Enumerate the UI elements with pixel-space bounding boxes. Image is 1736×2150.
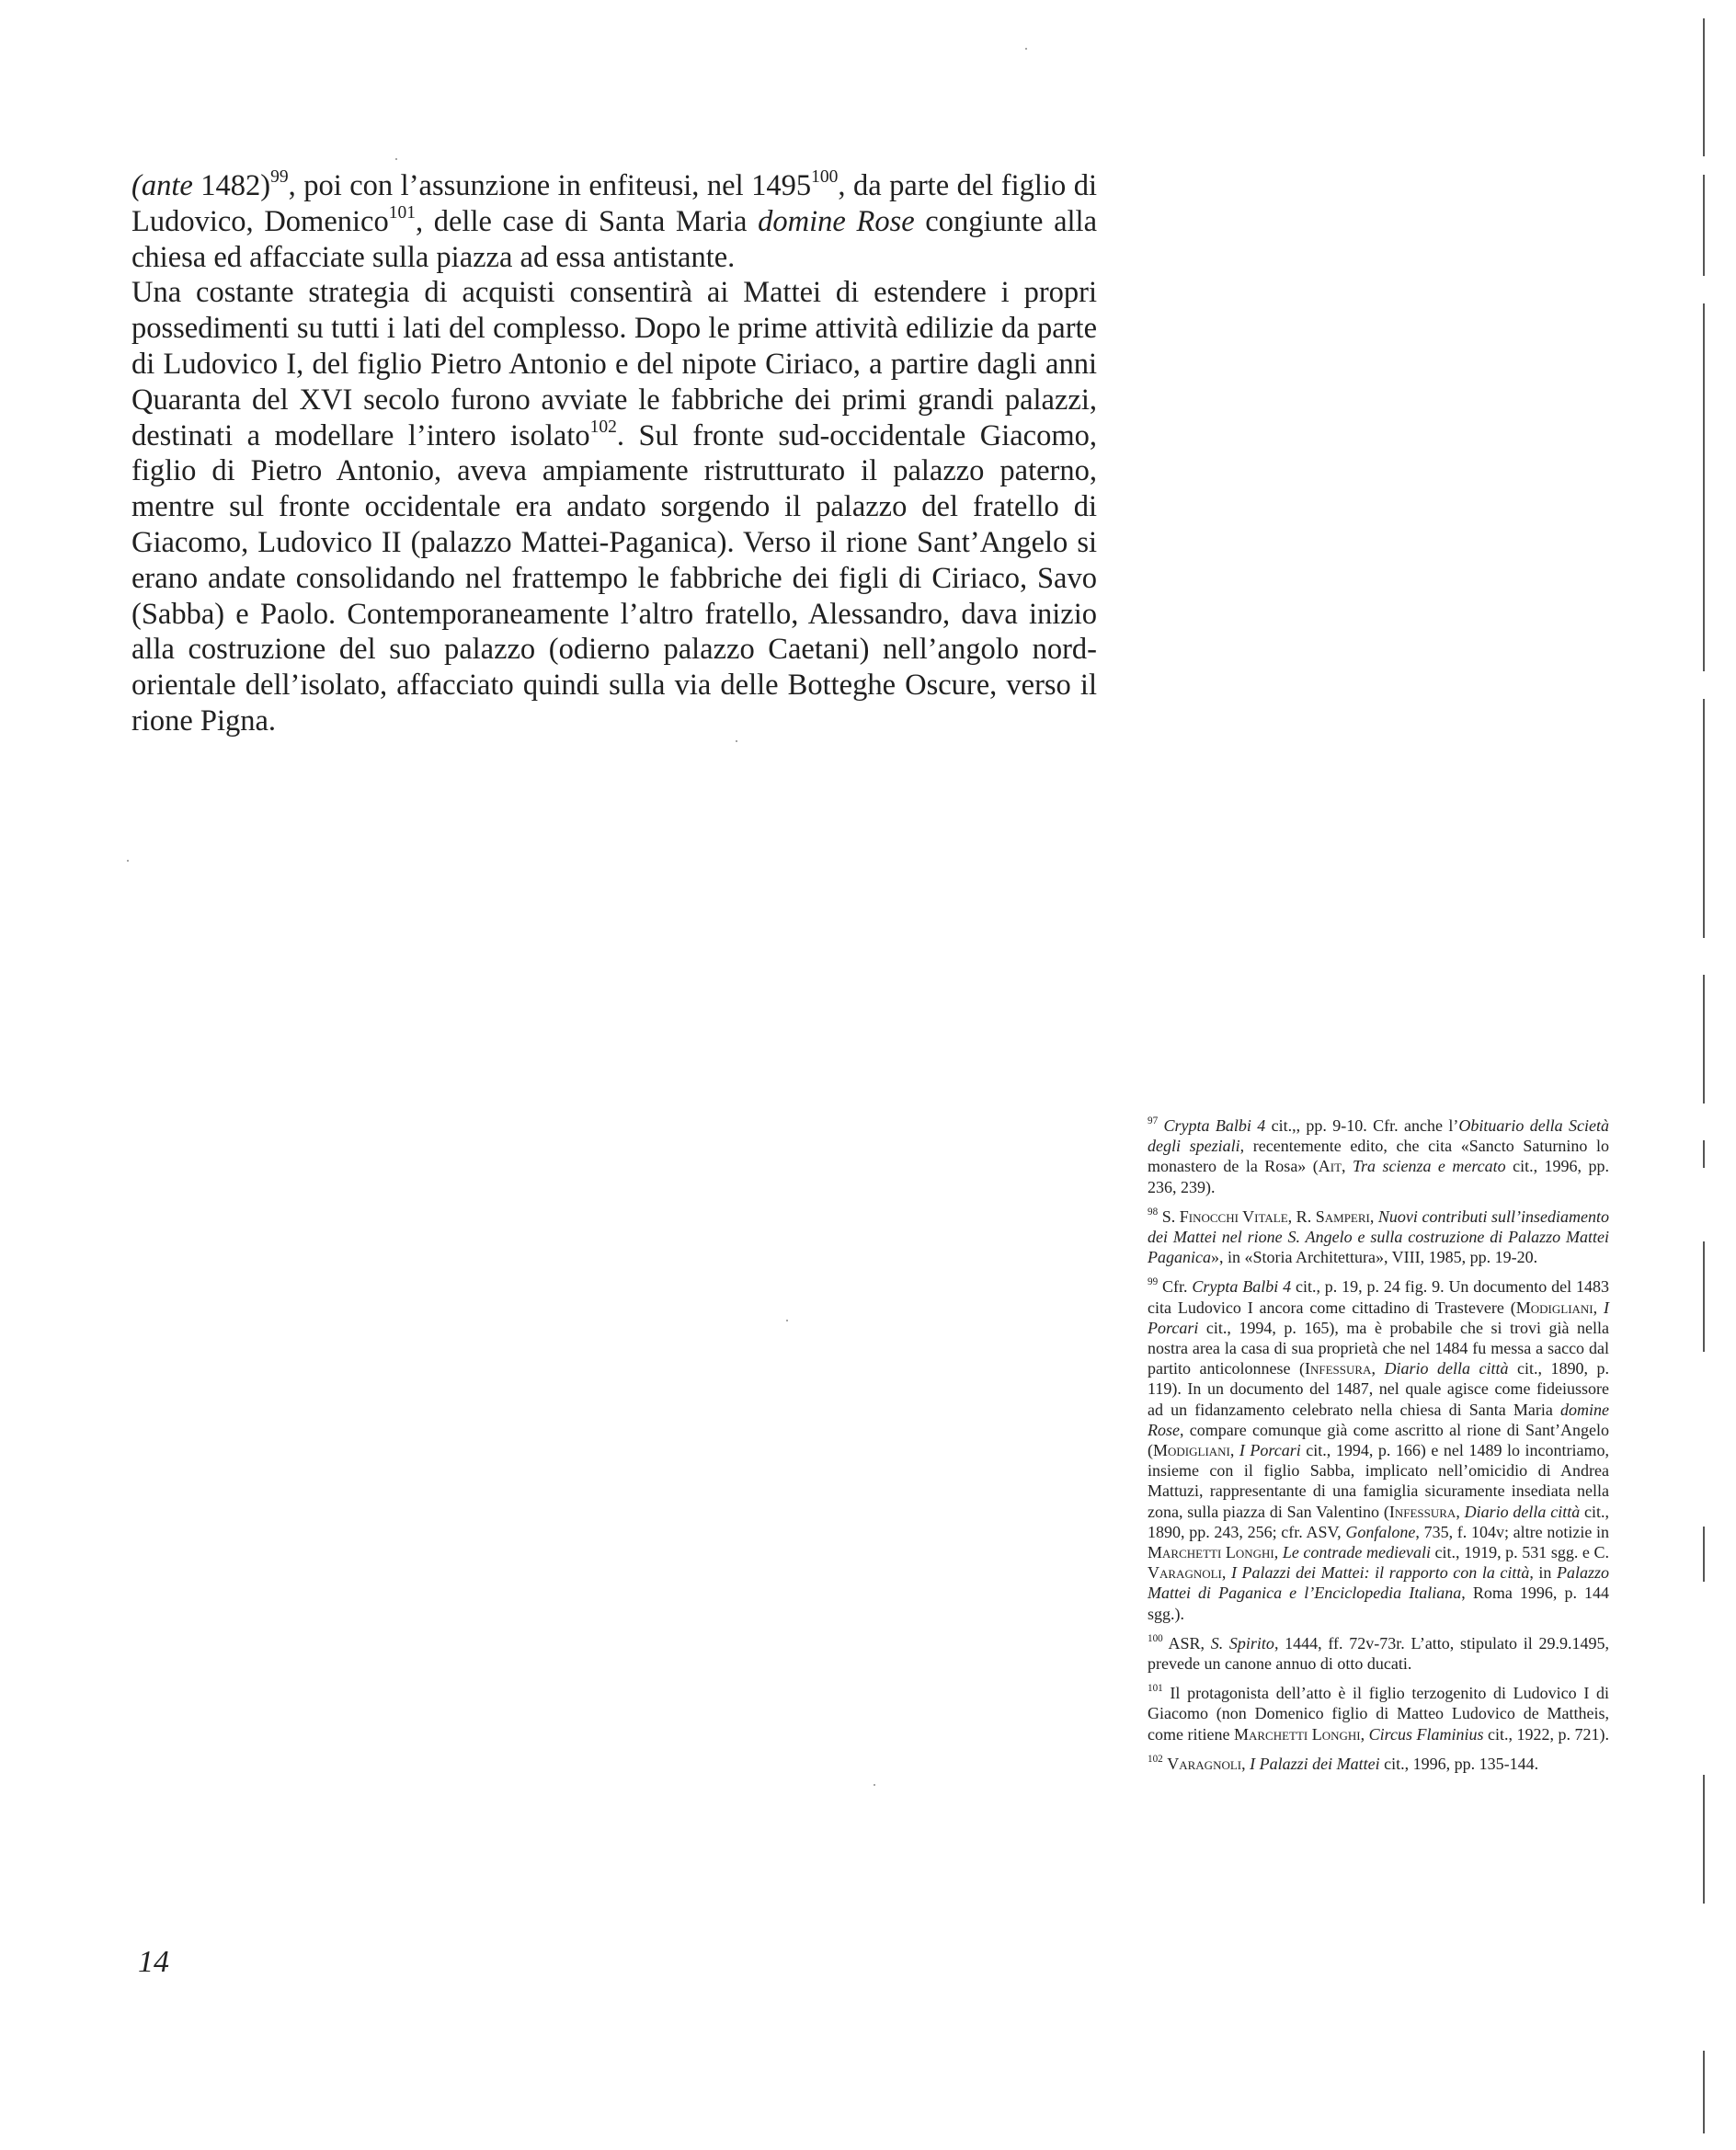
text-run: , in [1529, 1563, 1557, 1583]
author-name: Infessura [1304, 1359, 1372, 1378]
italic-text: domine Rose [758, 204, 915, 238]
author-name: Marchetti Longhi [1233, 1724, 1361, 1744]
scan-edge-mark [1703, 975, 1705, 1104]
main-paragraph [131, 168, 1097, 275]
italic-text: Gonfalone [1345, 1522, 1416, 1541]
scan-edge-mark [1703, 18, 1705, 156]
text-run: cit., 1890, p. 119). In un documento del 1487, nel quale agisce come fideiussore ad un fidanzamento celebrato nella chiesa di Santa Maria [1148, 1359, 1609, 1419]
note-reference: 97 [1148, 1115, 1159, 1126]
text-run: , [1369, 1207, 1378, 1226]
text-run: , [1360, 1724, 1369, 1744]
scan-edge-mark [1703, 2051, 1705, 2133]
scan-dot [874, 1784, 875, 1786]
text-run: , delle case di Santa Maria [415, 204, 759, 238]
italic-text: Diario della città [1464, 1502, 1581, 1521]
footnote-102 [1148, 1754, 1609, 1774]
italic-text: Obituario della Scietà degli speziali [1148, 1116, 1610, 1156]
text-run: 1482) [192, 169, 271, 202]
italic-text: Le contrade medievali [1282, 1543, 1431, 1562]
text-run: , 735, f. 104v; altre notizie in [1415, 1522, 1610, 1541]
text-run: Cfr. [1158, 1277, 1193, 1297]
scan-dot [1025, 48, 1027, 50]
note-reference: 100 [811, 167, 839, 188]
italic-text: Diario della città [1384, 1359, 1509, 1378]
scan-dot [736, 740, 737, 742]
footnote-100 [1148, 1633, 1609, 1674]
italic-text: Nuovi contributi sull’insediamento dei Mattei nel rione S. Angelo e sulla costruzione di Palazzo Mattei Paganica [1148, 1207, 1609, 1267]
author-name: Modigliani [1515, 1298, 1593, 1317]
scan-dot [127, 860, 129, 862]
author-name: Infessura [1388, 1502, 1456, 1521]
italic-text: Palazzo Mattei di Paganica e l’Enciclopedia Italiana [1148, 1563, 1610, 1603]
text-run: cit., 1922, p. 721). [1483, 1724, 1609, 1744]
text-run: , da parte del figlio di Ludovico, Domenico [131, 169, 1097, 238]
scan-dot [395, 158, 397, 160]
note-reference: 101 [388, 203, 416, 223]
italic-text: S. Spirito [1210, 1633, 1274, 1653]
text-run: , R. [1287, 1207, 1316, 1226]
note-reference: 102 [589, 417, 617, 437]
text-run: cit.,, pp. 9-10. Cfr. anche l’ [1265, 1116, 1459, 1135]
italic-text: Circus Flaminius [1368, 1724, 1484, 1744]
text-run: , [1241, 1754, 1251, 1773]
scan-edge-mark [1703, 175, 1705, 276]
text-run: , [1229, 1441, 1239, 1460]
footnotes [1148, 1115, 1609, 1783]
text-run: , Roma 1996, p. 144 sgg.). [1148, 1584, 1610, 1623]
italic-text: I Porcari [1239, 1441, 1301, 1460]
footnote-97 [1148, 1115, 1609, 1197]
text-run: cit., 1996, pp. 236, 239). [1148, 1157, 1609, 1196]
italic-text: I Palazzi dei Mattei: il rapporto con la città [1230, 1563, 1530, 1583]
text-run: cit., 1994, p. 165), ma è probabile che si trovi già nella nostra area la casa di sua proprietà che nel 1484 fu messa a sacco dal partito anticolonnese ( [1148, 1318, 1609, 1378]
author-name: Varagnoli [1167, 1754, 1242, 1773]
italic-text: I Palazzi dei Mattei [1250, 1754, 1380, 1773]
note-reference: 100 [1148, 1632, 1163, 1644]
author-name: Ait [1318, 1157, 1342, 1176]
italic-text: domine Rose [1148, 1400, 1609, 1439]
text-run: », in «Storia Architettura», VIII, 1985, pp. 19-20. [1211, 1248, 1538, 1267]
note-reference: 102 [1148, 1753, 1163, 1765]
text-run: cit., p. 19, p. 24 fig. 9. Un documento del 1483 cita Ludovico I ancora come cittadino di Trastevere ( [1148, 1277, 1609, 1317]
text-run: , [1342, 1157, 1353, 1176]
italic-text: (ante [131, 169, 193, 202]
scan-edge-mark [1703, 699, 1705, 938]
scan-dot [786, 1320, 788, 1321]
author-name: Samperi [1315, 1207, 1370, 1226]
footnote-101 [1148, 1683, 1609, 1744]
note-reference: 98 [1148, 1206, 1159, 1218]
text-run: cit., 1996, pp. 135-144. [1379, 1754, 1539, 1773]
scan-edge-mark [1703, 303, 1705, 671]
text-run: , 1444, ff. 72v-73r. L’atto, stipulato il 29.9.1495, prevede un canone annuo di otto ducati. [1148, 1633, 1609, 1674]
footnote-99 [1148, 1276, 1609, 1623]
text-run: , compare comunque già come ascritto al rione di Sant’Angelo ( [1148, 1420, 1609, 1460]
scan-edge-mark [1703, 1140, 1705, 1168]
text-run: , [1456, 1502, 1465, 1521]
text-run: ASR, [1162, 1633, 1211, 1653]
scan-edge-mark [1703, 1241, 1705, 1352]
scan-edge-mark [1703, 1775, 1705, 1904]
text-run: , recentemente edito, che cita «Sancto Saturnino lo monastero de la Rosa» ( [1148, 1137, 1609, 1176]
page-number: 14 [138, 1945, 169, 1979]
italic-text: Tra scienza e mercato [1352, 1157, 1506, 1176]
note-reference: 101 [1148, 1683, 1163, 1695]
footnote-98 [1148, 1207, 1609, 1268]
author-name: Modigliani [1153, 1441, 1230, 1460]
italic-text: Crypta Balbi 4 [1192, 1277, 1292, 1297]
author-name: Marchetti Longhi [1148, 1543, 1274, 1562]
text-run: Il protagonista dell’atto è il figlio terzogenito di Ludovico I di Giacomo (non Domenico figlio di Matteo Ludovico de Mattheis, come ritiene [1148, 1684, 1609, 1744]
italic-text: I Porcari [1148, 1298, 1610, 1337]
text-run: cit., 1890, pp. 243, 256; cfr. ASV, [1148, 1502, 1609, 1541]
text-run: , poi con l’assunzione in enfiteusi, nel 1495 [288, 169, 812, 202]
main-text [131, 168, 1097, 739]
text-run: cit., 1994, p. 166) e nel 1489 lo incontriamo, insieme con il figlio Sabba, implicato nell’omicidio di Andrea Mattuzi, rappresentante di una famiglia sicuramente insediata nella zona, sulla piazza di San Valentino ( [1148, 1441, 1609, 1521]
text-run: . Sul fronte sud-occidentale Giacomo, figlio di Pietro Antonio, aveva ampiamente ristrutturato il palazzo paterno, mentre sul fronte occidentale era andato sorgendo il palazzo del fratello di Giacomo, Ludovico II (palazzo Mattei-Paganica). Verso il rione Sant’Angelo si erano andate consolidando nel frattempo le fabbriche dei figli di Ciriaco, Savo (Sabba) e Paolo. Contemporaneamente l’altro fratello, Alessandro, dava inizio alla costruzione del suo palazzo (odierno palazzo Caetani) nell’angolo nord-orientale dell’isolato, affacciato quindi sulla via delle Botteghe Oscure, verso il rione Pigna. [131, 418, 1097, 738]
text-run: congiunte alla chiesa ed affacciate sulla piazza ad essa antistante. [131, 204, 1097, 274]
text-run: S. [1158, 1207, 1180, 1226]
scan-edge-mark [1703, 1527, 1705, 1582]
text-run: , [1221, 1563, 1231, 1583]
note-reference: 99 [270, 167, 289, 188]
note-reference: 99 [1148, 1276, 1159, 1288]
text-run: Una costante strategia di acquisti consentirà ai Mattei di estendere i propri possedimenti su tutti i lati del complesso. Dopo le prime attività edilizie da parte di Ludovico I, del figlio Pietro Antonio e del nipote Ciriaco, a partire dagli anni Quaranta del XVI secolo furono avviate le fabbriche dei primi grandi palazzi, destinati a modellare l’intero isolato [131, 276, 1097, 452]
text-run: , [1593, 1298, 1605, 1317]
author-name: Varagnoli [1148, 1563, 1222, 1583]
main-paragraph [131, 275, 1097, 738]
text-run: , [1371, 1359, 1385, 1378]
italic-text: Crypta Balbi 4 [1163, 1116, 1266, 1135]
author-name: Finocchi Vitale [1179, 1207, 1288, 1226]
text-run: , [1273, 1543, 1283, 1562]
text-run: cit., 1919, p. 531 sgg. e C. [1430, 1543, 1610, 1562]
